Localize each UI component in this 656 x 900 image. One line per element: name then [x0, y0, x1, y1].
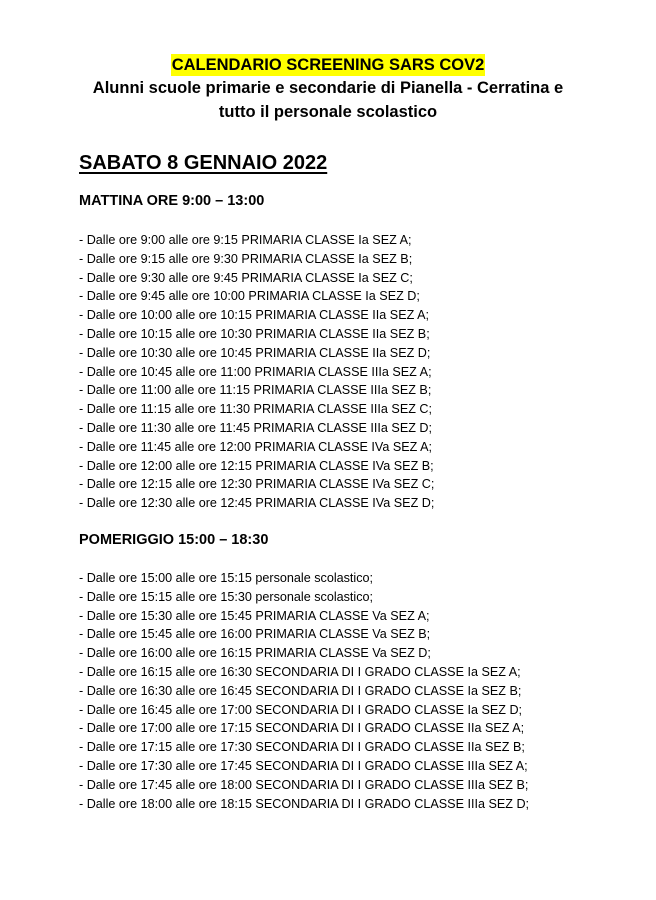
- schedule-item: - Dalle ore 16:15 alle ore 16:30 SECONDARIA DI I GRADO CLASSE Ia SEZ A;: [79, 664, 521, 679]
- schedule-item: - Dalle ore 15:00 alle ore 15:15 personale scolastico;: [79, 571, 374, 585]
- schedule-item: - Dalle ore 17:15 alle ore 17:30 SECONDARIA DI I GRADO CLASSE IIa SEZ B;: [79, 740, 525, 755]
- schedule-item: - Dalle ore 10:30 alle ore 10:45 PRIMARIA CLASSE IIa SEZ D;: [79, 345, 431, 360]
- subtitle-line-1: Alunni scuole primarie e secondarie di Pianella - Cerratina e: [92, 79, 564, 97]
- schedule-item: - Dalle ore 17:00 alle ore 17:15 SECONDARIA DI I GRADO CLASSE IIa SEZ A;: [79, 721, 525, 736]
- schedule-item: - Dalle ore 10:00 alle ore 10:15 PRIMARIA CLASSE IIa SEZ A;: [79, 308, 429, 323]
- subtitle-line-2: tutto il personale scolastico: [218, 103, 438, 121]
- schedule-item: - Dalle ore 10:45 alle ore 11:00 PRIMARIA CLASSE IIIa SEZ A;: [79, 364, 432, 379]
- schedule-item: - Dalle ore 18:00 alle ore 18:15 SECONDARIA DI I GRADO CLASSE IIIa SEZ D;: [79, 796, 530, 811]
- schedule-item: - Dalle ore 11:15 alle ore 11:30 PRIMARIA CLASSE IIIa SEZ C;: [79, 402, 433, 417]
- afternoon-schedule-list: [79, 569, 529, 813]
- schedule-item: - Dalle ore 11:45 alle ore 12:00 PRIMARIA CLASSE IVa SEZ A;: [79, 439, 433, 454]
- schedule-item: - Dalle ore 15:15 alle ore 15:30 personale scolastico;: [79, 589, 374, 604]
- schedule-item: - Dalle ore 12:00 alle ore 12:15 PRIMARIA CLASSE IVa SEZ B;: [79, 458, 434, 473]
- schedule-item: - Dalle ore 9:30 alle ore 9:45 PRIMARIA CLASSE Ia SEZ C;: [79, 270, 413, 285]
- afternoon-heading: POMERIGGIO 15:00 – 18:30: [79, 532, 269, 548]
- schedule-item: - Dalle ore 11:00 alle ore 11:15 PRIMARIA CLASSE IIIa SEZ B;: [79, 383, 432, 398]
- schedule-item: - Dalle ore 12:15 alle ore 12:30 PRIMARIA CLASSE IVa SEZ C;: [79, 477, 435, 492]
- document-title: CALENDARIO SCREENING SARS COV2: [171, 56, 485, 74]
- schedule-item: - Dalle ore 16:30 alle ore 16:45 SECONDARIA DI I GRADO CLASSE Ia SEZ B;: [79, 683, 522, 698]
- schedule-item: - Dalle ore 9:00 alle ore 9:15 PRIMARIA CLASSE Ia SEZ A;: [79, 233, 412, 247]
- schedule-item: - Dalle ore 15:30 alle ore 15:45 PRIMARIA CLASSE Va SEZ A;: [79, 608, 430, 623]
- document-header: [0, 54, 656, 124]
- schedule-item: - Dalle ore 17:45 alle ore 18:00 SECONDARIA DI I GRADO CLASSE IIIa SEZ B;: [79, 777, 529, 792]
- schedule-item: - Dalle ore 9:15 alle ore 9:30 PRIMARIA CLASSE Ia SEZ B;: [79, 251, 413, 266]
- schedule-item: - Dalle ore 17:30 alle ore 17:45 SECONDARIA DI I GRADO CLASSE IIIa SEZ A;: [79, 758, 528, 773]
- schedule-item: - Dalle ore 16:00 alle ore 16:15 PRIMARIA CLASSE Va SEZ D;: [79, 646, 431, 661]
- morning-schedule-list: [79, 231, 434, 513]
- schedule-item: - Dalle ore 10:15 alle ore 10:30 PRIMARIA CLASSE IIa SEZ B;: [79, 326, 430, 341]
- schedule-item: - Dalle ore 9:45 alle ore 10:00 PRIMARIA CLASSE Ia SEZ D;: [79, 289, 420, 304]
- morning-heading: MATTINA ORE 9:00 – 13:00: [79, 193, 265, 209]
- schedule-item: - Dalle ore 12:30 alle ore 12:45 PRIMARIA CLASSE IVa SEZ D;: [79, 496, 435, 511]
- schedule-item: - Dalle ore 16:45 alle ore 17:00 SECONDARIA DI I GRADO CLASSE Ia SEZ D;: [79, 702, 523, 717]
- schedule-item: - Dalle ore 15:45 alle ore 16:00 PRIMARIA CLASSE Va SEZ B;: [79, 627, 431, 642]
- schedule-item: - Dalle ore 11:30 alle ore 11:45 PRIMARIA CLASSE IIIa SEZ D;: [79, 420, 433, 435]
- date-heading: SABATO 8 GENNAIO 2022: [79, 152, 328, 174]
